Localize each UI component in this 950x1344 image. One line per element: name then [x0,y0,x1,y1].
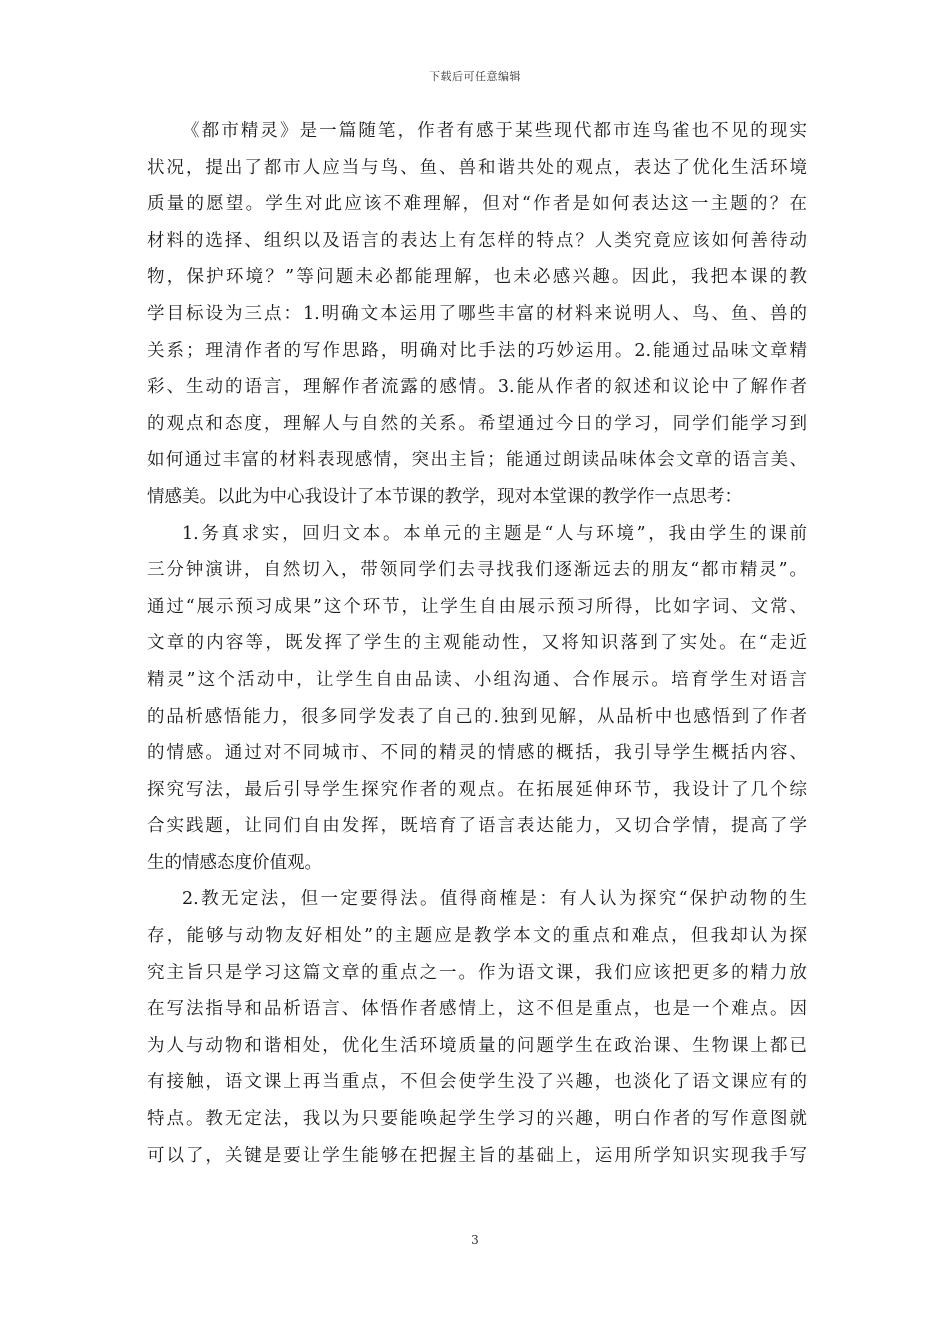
paragraph-1-line-10: 如何通过丰富的材料表现感情，突出主旨；能通过朗读品味体会文章的语言美、 [147,450,807,471]
paragraph-2-line-4: 文章的内容等，既发挥了学生的主观能动性，又将知识落到了实处。在“走近 [147,633,807,654]
paragraph-1-line-3: 质量的愿望。学生对此应该不难理解，但对“作者是如何表达这一主题的？在 [147,194,807,215]
paragraph-2-line-10: 生的情感态度价值观。 [147,852,322,873]
paragraph-2-line-2: 三分钟演讲，自然切入，带领同学们去寻找我们逐渐远去的朋友“都市精灵”。 [147,560,807,581]
paragraph-2-line-7: 的情感。通过对不同城市、不同的精灵的情感的概括，我引导学生概括内容、 [147,743,807,764]
paragraph-3-line-3: 究主旨只是学习这篇文章的重点之一。作为语文课，我们应该把更多的精力放 [147,962,807,983]
paragraph-3-line-8: 可以了，关键是要让学生能够在把握主旨的基础上，运用所学知识实现我手写 [147,1145,807,1166]
paragraph-2-line-3: 通过“展示预习成果”这个环节，让学生自由展示预习所得，比如字词、文常、 [147,596,807,617]
page-header: 下载后可任意编辑 [429,70,521,83]
paragraph-1-line-4: 材料的选择、组织以及语言的表达上有怎样的特点？人类究竟应该如何善待动 [147,230,807,251]
paragraph-1-line-2: 状况，提出了都市人应当与鸟、鱼、兽和谐共处的观点，表达了优化生活环境 [147,157,807,178]
paragraph-3-line-7: 特点。教无定法，我以为只要能唤起学生学习的兴趣，明白作者的写作意图就 [147,1109,807,1130]
paragraph-3-line-1: 2.教无定法，但一定要得法。值得商榷是：有人认为探究“保护动物的生 [182,889,807,910]
paragraph-2-line-9: 合实践题，让同们自由发挥，既培育了语言表达能力，又切合学情，提高了学 [147,816,807,837]
paragraph-2-line-6: 的品析感悟能力，很多同学发表了自己的.独到见解，从品析中也感悟到了作者 [147,706,807,727]
page-number: 3 [471,1233,479,1247]
document-body [147,113,807,1174]
paragraph-2-line-5: 精灵”这个活动中，让学生自由品读、小组沟通、合作展示。培育学生对语言 [147,669,807,690]
paragraph-1-line-11: 情感美。以此为中心我设计了本节课的教学，现对本堂课的教学作一点思考： [147,486,742,507]
paragraph-1-line-7: 关系；理清作者的写作思路，明确对比手法的巧妙运用。2.能通过品味文章精 [147,340,807,361]
paragraph-1-line-6: 学目标设为三点：1.明确文本运用了哪些丰富的材料来说明人、鸟、鱼、兽的 [147,303,807,324]
paragraph-3-line-4: 在写法指导和品析语言、体悟作者感情上，这不但是重点，也是一个难点。因 [147,999,807,1020]
paragraph-3-line-6: 有接触，语文课上再当重点，不但会使学生没了兴趣，也淡化了语文课应有的 [147,1072,807,1093]
paragraph-1-line-5: 物，保护环境？”等问题未必都能理解，也未必感兴趣。因此，我把本课的教 [147,267,807,288]
paragraph-1-line-8: 彩、生动的语言，理解作者流露的感情。3.能从作者的叙述和议论中了解作者 [147,377,807,398]
paragraph-3-line-5: 为人与动物和谐相处，优化生活环境质量的问题学生在政治课、生物课上都已 [147,1035,807,1056]
paragraph-1-line-1: 《都市精灵》是一篇随笔，作者有感于某些现代都市连鸟雀也不见的现实 [182,121,807,141]
paragraph-2-line-1: 1.务真求实，回归文本。本单元的主题是“人与环境”，我由学生的课前 [182,523,807,544]
paragraph-1-line-9: 的观点和态度，理解人与自然的关系。希望通过今日的学习，同学们能学习到 [147,413,807,434]
paragraph-3-line-2: 存，能够与动物友好相处”的主题应是教学本文的重点和难点，但我却认为探 [147,926,807,947]
paragraph-2-line-8: 探究写法，最后引导学生探究作者的观点。在拓展延伸环节，我设计了几个综 [147,779,807,800]
